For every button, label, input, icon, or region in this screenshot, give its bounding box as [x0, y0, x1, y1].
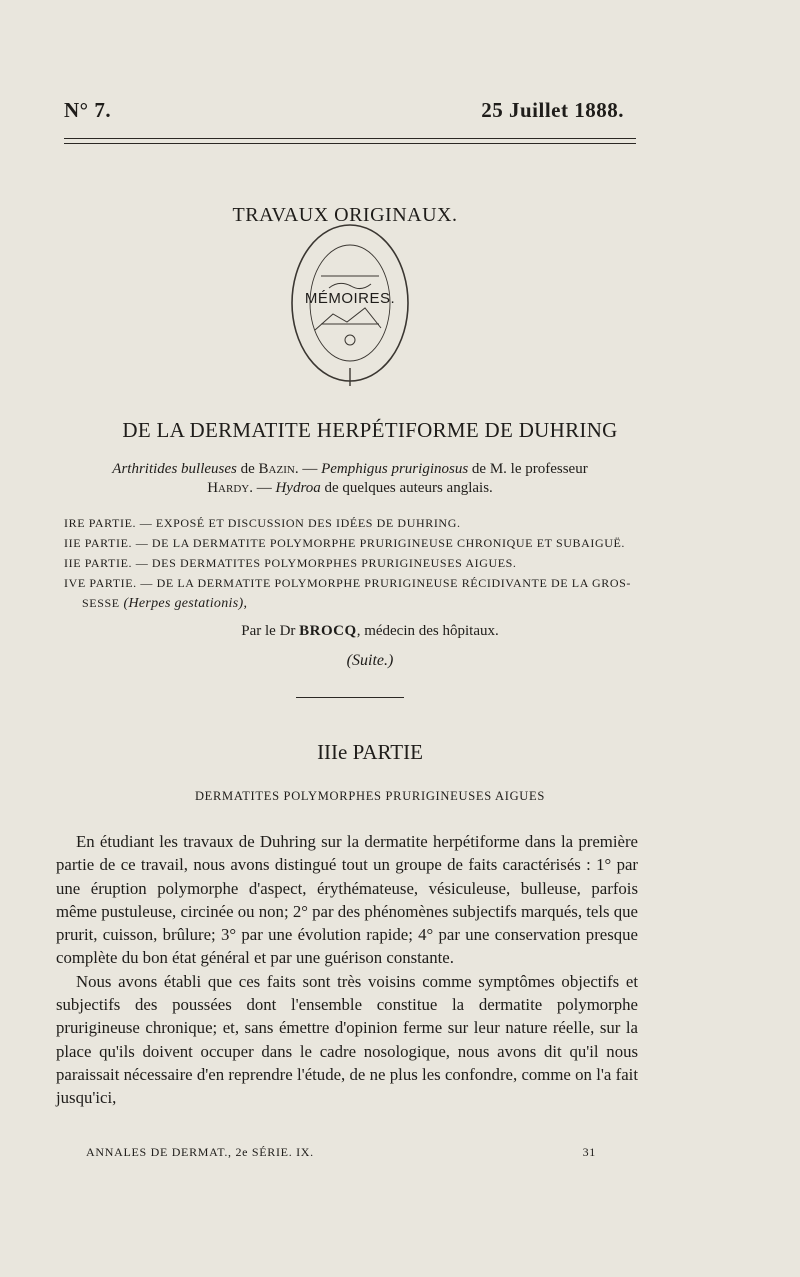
subtitle-term-2: Pemphigus pruriginosus: [321, 461, 469, 477]
page-number: 31: [582, 1145, 596, 1159]
subtitle-text-2: de: [236, 461, 259, 477]
subtitle-text-6: de M. le professeur: [468, 461, 588, 477]
part-item: IIE PARTIE. — DE LA DERMATITE POLYMORPHE PRURIGINEUSE CHRONIQUE ET SUBAIGUË.: [64, 536, 626, 550]
subtitle-author-bazin: Bazin: [258, 461, 295, 477]
issue-number: N° 7.: [64, 98, 112, 122]
part-title: IIIe PARTIE: [317, 740, 423, 764]
continued-note: (Suite.): [346, 652, 394, 669]
subtitle-text-4: . —: [294, 461, 322, 477]
subtitle-text-8: . —: [249, 480, 276, 496]
header-rule-bottom: [64, 143, 636, 144]
stamp-label: MÉMOIRES.: [304, 290, 396, 307]
part-item: IVE PARTIE. — DE LA DERMATITE POLYMORPHE PRURIGINEUSE RÉCIDIVANTE DE LA GROS-: [64, 576, 631, 590]
subtitle-text-10: de quelques auteurs anglais.: [320, 480, 493, 496]
article-title: DE LA DERMATITE HERPÉTIFORME DE DUHRING: [122, 418, 618, 442]
paragraph: En étudiant les travaux de Duhring sur la dermatite herpétiforme dans la première partie de ce travail, nous avons distingué tout un groupe de faits caractérisés : 1° par une éruption polymorphe d'aspect, érythémateuse, vésiculeuse, bulleuse, parfois même pustuleuse, circinée ou non; 2° par des phénomènes subjectifs marqués, tels que prurit, cuisson, brûlure; 3° par une évolution rapide; 4° par une conservation presque complète du bon état général et par une guérison constante.: [56, 832, 638, 968]
page-footer: [86, 1145, 596, 1160]
part4-cont-italic: (Herpes gestationis): [123, 596, 244, 611]
section-divider: [296, 697, 404, 698]
parts-list: [64, 513, 644, 614]
paragraph: Nous avons établi que ces faits sont très voisins comme symptômes objectifs et subjectifs des poussées dont l'ensemble constitue la dermatite polymorphe prurigineuse chronique; et, sans émettre d'opinion ferme sur leur nature réelle, sur la place qu'ils doivent occuper dans le cadre nosologique, nous avons dit qu'il nous paraissait nécessaire d'en reprendre l'étude, de ne plus les confondre, comme on l'a fait jusqu'ici,: [56, 971, 638, 1108]
article-subtitle: [64, 460, 636, 498]
issue-date: 25 Juillet 1888.: [481, 98, 624, 122]
page-header: [64, 98, 624, 123]
author-line: [64, 623, 676, 640]
section-heading: DERMATITES POLYMORPHES PRURIGINEUSES AIGUES: [194, 789, 546, 803]
journal-reference: ANNALES DE DERMAT., 2e SÉRIE. IX.: [86, 1145, 314, 1159]
part-item: IIE PARTIE. — DES DERMATITES POLYMORPHES PRURIGINEUSES AIGUES.: [64, 556, 517, 570]
subtitle-term-3: Hydroa: [275, 480, 321, 496]
library-stamp: [285, 218, 415, 388]
subtitle-author-hardy: Hardy: [207, 480, 250, 496]
author-suffix: , médecin des hôpitaux.: [356, 623, 499, 639]
subtitle-term-1: Arthritides bulleuses: [112, 461, 237, 477]
header-rule-top: [64, 138, 636, 139]
part-item: IRE PARTIE. — EXPOSÉ ET DISCUSSION DES IDÉES DE DUHRING.: [64, 516, 461, 530]
body-text: [56, 830, 638, 1110]
author-prefix: Par le Dr: [241, 623, 300, 639]
part4-cont-word: SESSE: [82, 596, 120, 610]
part-item-continuation: [64, 593, 644, 614]
part4-cont-comma: ,: [243, 596, 248, 611]
author-name: BROCQ: [299, 623, 357, 639]
section-label: TRAVAUX ORIGINAUX.: [232, 204, 458, 226]
